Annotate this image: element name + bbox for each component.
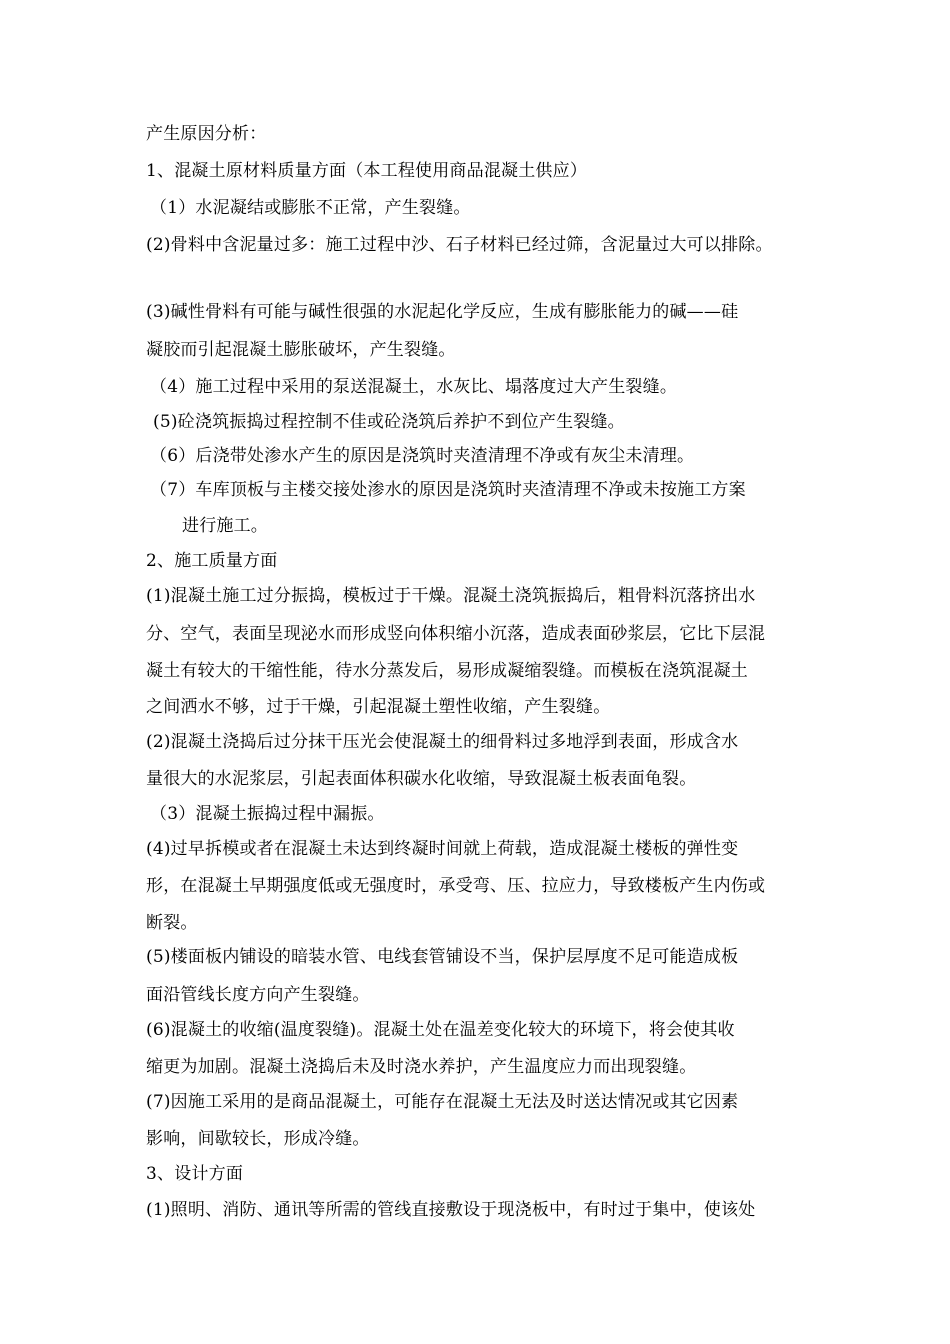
paragraph-line: (1)混凝土施工过分振捣，模板过于干燥。混凝土浇筑振捣后，粗骨料沉落挤出水 <box>146 586 756 606</box>
paragraph-line: (4)过早拆模或者在混凝土未达到终凝时间就上荷载，造成混凝土楼板的弹性变 <box>146 839 739 859</box>
paragraph-line: 分、空气，表面呈现泌水而形成竖向体积缩小沉落，造成表面砂浆层，它比下层混 <box>146 624 766 644</box>
paragraph-line: （6）后浇带处渗水产生的原因是浇筑时夹渣清理不净或有灰尘未清理。 <box>150 446 695 466</box>
paragraph-line: (7)因施工采用的是商品混凝土，可能存在混凝土无法及时送达情况或其它因素 <box>146 1092 739 1112</box>
paragraph-line: 量很大的水泥浆层，引起表面体积碳水化收缩，导致混凝土板表面龟裂。 <box>146 769 697 789</box>
paragraph-line: 之间洒水不够，过于干燥，引起混凝土塑性收缩，产生裂缝。 <box>146 697 611 717</box>
paragraph-line: 形，在混凝土早期强度低或无强度时，承受弯、压、拉应力，导致楼板产生内伤或 <box>146 876 766 896</box>
paragraph-line: (6)混凝土的收缩(温度裂缝)。混凝土处在温差变化较大的环境下，将会使其收 <box>146 1020 735 1040</box>
paragraph-line: 断裂。 <box>146 913 198 933</box>
heading-materials: 1、混凝土原材料质量方面（本工程使用商品混凝土供应） <box>146 161 588 181</box>
paragraph-line: 面沿管线长度方向产生裂缝。 <box>146 985 370 1005</box>
paragraph-line: 凝土有较大的干缩性能，待水分蒸发后，易形成凝缩裂缝。而模板在浇筑混凝土 <box>146 661 748 681</box>
paragraph-line: 影响，间歇较长，形成冷缝。 <box>146 1129 370 1149</box>
paragraph-line: （4）施工过程中采用的泵送混凝土，水灰比、塌落度过大产生裂缝。 <box>150 377 678 397</box>
paragraph-line: (5)楼面板内铺设的暗装水管、电线套管铺设不当，保护层厚度不足可能造成板 <box>146 947 739 967</box>
paragraph-line: （3）混凝土振捣过程中漏振。 <box>150 804 385 824</box>
paragraph-line: 凝胶而引起混凝土膨胀破坏，产生裂缝。 <box>146 340 456 360</box>
heading-construction: 2、施工质量方面 <box>146 551 278 571</box>
paragraph-line: (1)照明、消防、通讯等所需的管线直接敷设于现浇板中，有时过于集中，使该处 <box>146 1200 756 1220</box>
paragraph-line: (2)混凝土浇捣后过分抹干压光会使混凝土的细骨料过多地浮到表面，形成含水 <box>146 732 739 752</box>
paragraph-line: (5)砼浇筑振捣过程控制不佳或砼浇筑后养护不到位产生裂缝。 <box>153 412 625 432</box>
paragraph-line: 缩更为加剧。混凝土浇捣后未及时浇水养护，产生温度应力而出现裂缝。 <box>146 1057 697 1077</box>
paragraph-line: （7）车库顶板与主楼交接处渗水的原因是浇筑时夹渣清理不净或未按施工方案 <box>150 480 746 500</box>
paragraph-line: 进行施工。 <box>182 516 268 536</box>
heading-design: 3、设计方面 <box>146 1164 244 1184</box>
section-intro: 产生原因分析： <box>146 124 267 144</box>
paragraph-line: (3)碱性骨料有可能与碱性很强的水泥起化学反应，生成有膨胀能力的碱——硅 <box>146 302 739 322</box>
paragraph-line: (2)骨料中含泥量过多：施工过程中沙、石子材料已经过筛，含泥量过大可以排除。 <box>146 235 773 255</box>
paragraph-line: （1）水泥凝结或膨胀不正常，产生裂缝。 <box>150 198 471 218</box>
